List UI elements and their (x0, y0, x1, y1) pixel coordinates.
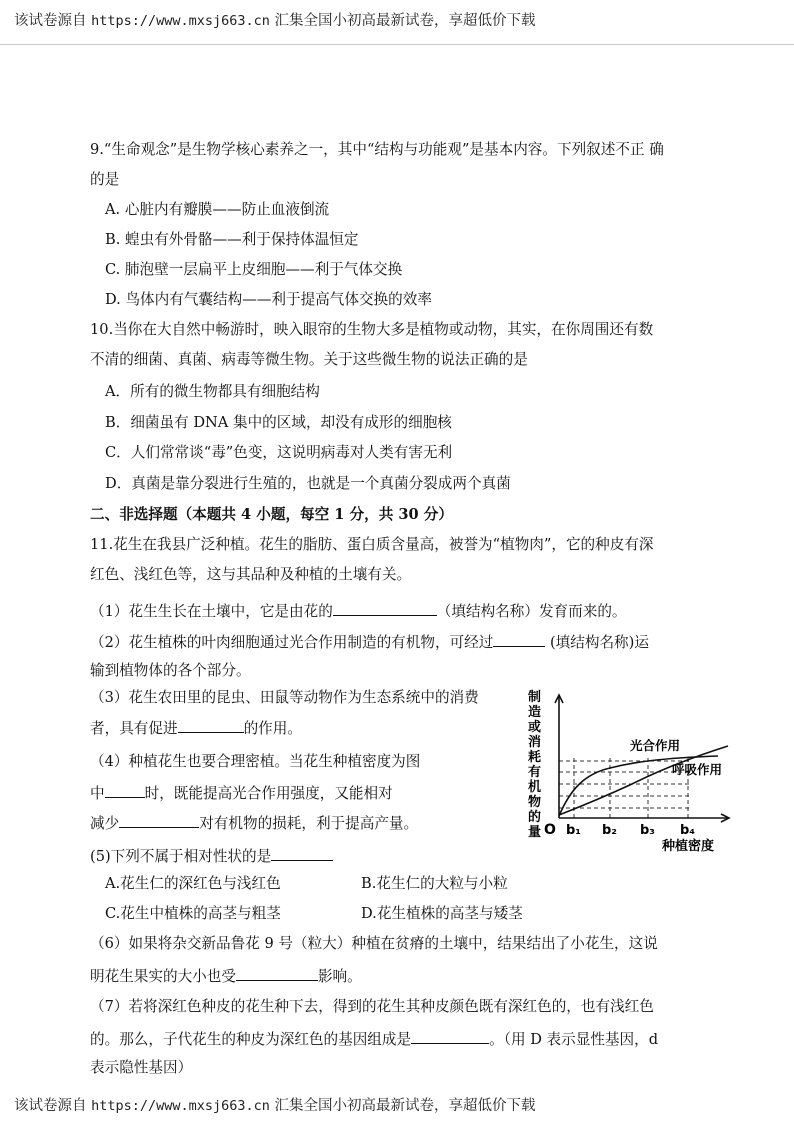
q11-part4-line2: 中 时，既能提高光合作用强度，又能相对 (90, 785, 393, 802)
y-label-char: 消 (528, 735, 542, 750)
answer-blank-8[interactable] (411, 1029, 489, 1044)
q10-option-b: B．细菌虽有 DNA 集中的区域，却没有成形的细胞核 (105, 414, 452, 431)
tick-label-b1: b₁ (566, 823, 581, 838)
tick-label-b2: b₂ (602, 823, 617, 838)
q11-part7-line3: 表示隐性基因） (90, 1059, 193, 1076)
y-label-char: 机 (528, 780, 542, 795)
y-label-char: 或 (528, 720, 542, 735)
banner-suffix: 汇集全国小初高最新试卷，享超低价下载 (274, 1098, 536, 1114)
q11-intro-line1: 11.花生在我县广泛种植。花生的脂肪、蛋白质含量高，被誉为“植物肉”，它的种皮有深 (90, 536, 654, 553)
q11-part5-option-d: D.花生植株的高茎与矮茎 (361, 905, 523, 922)
q11-part5-option-c: C.花生中植株的高茎与粗茎 (105, 905, 281, 922)
tick-label-b3: b₃ (640, 823, 655, 838)
q11-part4-line1: （4）种植花生也要合理密植。当花生种植密度为图 (90, 753, 421, 770)
q10-stem-line1: 10.当你在大自然中畅游时，映入眼帘的生物大多是植物或动物，其实，在你周围还有数 (90, 321, 654, 338)
q11-part5-option-b: B.花生仁的大粒与小粒 (361, 875, 508, 892)
q9-option-c: C. 肺泡壁一层扁平上皮细胞——利于气体交换 (105, 261, 403, 278)
density-graph (522, 688, 734, 853)
q9-option-d: D. 鸟体内有气囊结构——利于提高气体交换的效率 (105, 291, 432, 308)
y-axis-label (528, 689, 541, 840)
q11-intro-line2: 红色、浅红色等，这与其品种及种植的土壤有关。 (90, 566, 412, 583)
q11-part3-line2: 者，具有促进 的作用。 (90, 720, 302, 737)
answer-blank-2[interactable] (493, 632, 545, 647)
y-label-char: 的 (528, 810, 542, 825)
q10-option-c: C．人们常常谈“毒”色变，这说明病毒对人类有害无利 (105, 444, 453, 461)
answer-blank-1[interactable] (333, 601, 437, 616)
q11-part7-line2: 的。那么，子代花生的种皮为深红色的基因组成是 。（用 D 表示显性基因，d (90, 1031, 659, 1048)
q11-part7-line1: （7）若将深红色种皮的花生种下去，得到的花生其种皮颜色既有深红色的，也有浅红色 (90, 998, 654, 1015)
q11-part6-line2: 明花生果实的大小也受 影响。 (90, 968, 362, 985)
q10-option-a: A．所有的微生物都具有细胞结构 (105, 383, 320, 400)
q9-stem-line1: 9.“生命观念”是生物学核心素养之一，其中“结构与功能观”是基本内容。下列叙述不正 确 (90, 141, 664, 158)
axes (555, 695, 729, 822)
q11-part3-line1: （3）花生农田里的昆虫、田鼠等动物作为生态系统中的消费 (90, 689, 479, 706)
banner-suffix: 汇集全国小初高最新试卷，享超低价下载 (274, 13, 536, 29)
y-label-char: 物 (528, 795, 542, 810)
answer-blank-6[interactable] (271, 846, 333, 861)
q10-stem-line2: 不清的细菌、真菌、病毒等微生物。关于这些微生物的说法正确的是 (90, 351, 528, 368)
banner-prefix: 该试卷源自 (14, 13, 87, 29)
q11-part1: （1）花生生长在土壤中，它是由花的 （填结构名称）发育而来的。 (90, 603, 627, 620)
y-label-char: 有 (528, 765, 542, 780)
header-divider (0, 44, 794, 45)
x-axis-label: 种植密度 (662, 839, 715, 853)
answer-blank-5[interactable] (119, 813, 199, 828)
y-label-char: 制 (528, 690, 542, 705)
q11-part5-option-a: A.花生仁的深红色与浅红色 (105, 875, 281, 892)
q11-part6-line1: （6）如果将杂交新品鲁花 9 号（粒大）种植在贫瘠的土壤中，结果结出了小花生，这说 (90, 935, 658, 952)
q9-option-b: B. 蝗虫有外骨骼——利于保持体温恒定 (105, 231, 359, 248)
q11-part2-line2: 输到植物体的各个部分。 (90, 662, 251, 679)
q11-part5-stem: (5)下列不属于相对性状的是 (90, 846, 333, 866)
answer-blank-7[interactable] (236, 966, 318, 981)
y-label-char: 造 (528, 705, 542, 720)
banner-url-link[interactable]: https://www.mxsj663.cn (91, 13, 270, 29)
answer-blank-3[interactable] (178, 718, 244, 733)
source-banner-bottom (14, 1094, 536, 1115)
answer-blank-4[interactable] (105, 783, 145, 798)
q9-option-a: A. 心脏内有瓣膜——防止血液倒流 (105, 201, 330, 218)
photosynthesis-label: 光合作用 (630, 738, 681, 753)
q11-part2: （2）花生植株的叶肉细胞通过光合作用制造的有机物，可经过 (填结构名称)运 (90, 634, 649, 651)
banner-url-link[interactable]: https://www.mxsj663.cn (91, 1098, 270, 1114)
y-label-char: 量 (528, 825, 542, 840)
tick-label-b4: b₄ (680, 823, 695, 838)
q11-part4-line3: 减少 对有机物的损耗，利于提高产量。 (90, 815, 419, 832)
source-banner-top (14, 9, 536, 30)
q10-option-d: D．真菌是靠分裂进行生殖的，也就是一个真菌分裂成两个真菌 (105, 475, 511, 492)
section-2-title: 二、非选择题（本题共 4 小题，每空 1 分，共 30 分） (90, 506, 453, 523)
y-label-char: 耗 (528, 750, 542, 765)
respiration-label: 呼吸作用 (672, 762, 723, 777)
origin-label: O (544, 822, 556, 838)
q9-stem-line2: 的是 (90, 171, 120, 188)
banner-prefix: 该试卷源自 (14, 1098, 87, 1114)
